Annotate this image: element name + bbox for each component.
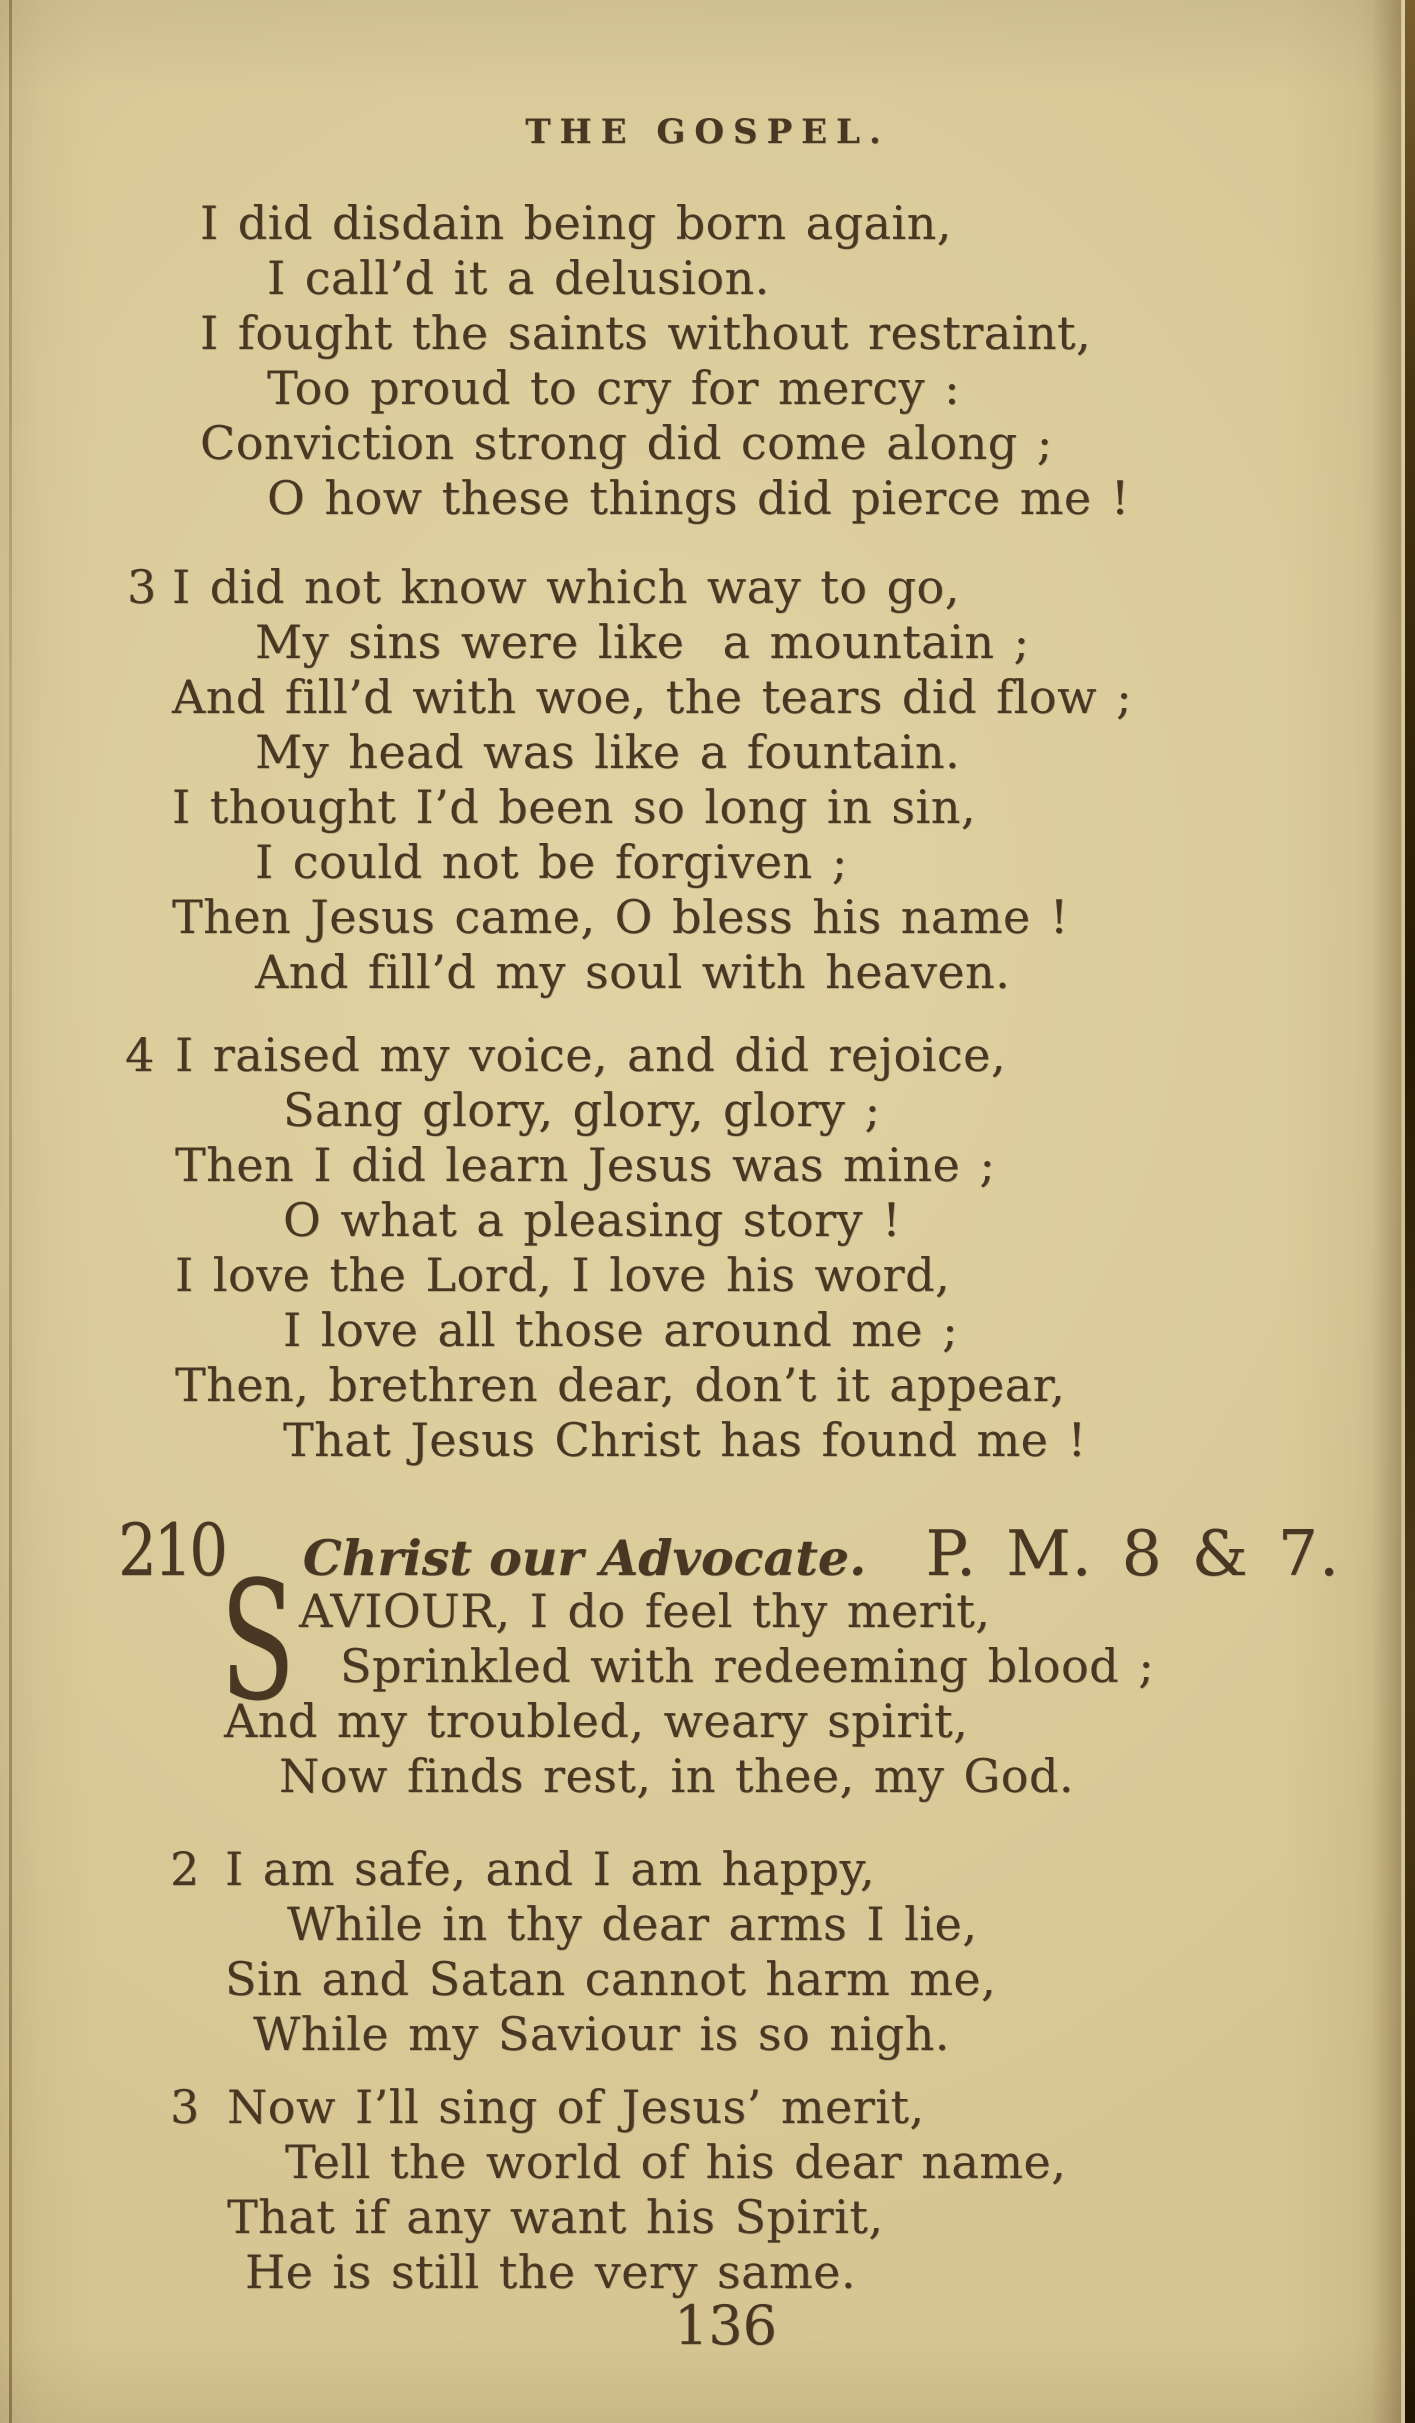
verse-line: He is still the very same. — [245, 2245, 857, 2299]
verse-line: I call’d it a delusion. — [267, 251, 770, 305]
verse-number: 3 — [170, 2080, 200, 2134]
verse-line-text: I did not know which way to go, — [172, 560, 960, 614]
verse-line: Too proud to cry for mercy : — [267, 361, 961, 415]
verse-line: I love all those around me ; — [283, 1303, 959, 1357]
page-edge-shadow-band — [1372, 0, 1402, 2423]
hymn-meter: P. M. 8 & 7. — [925, 1517, 1340, 1590]
hymn-heading — [0, 1508, 1415, 1592]
verse-line: Now finds rest, in thee, my God. — [279, 1749, 1075, 1803]
verse-line: And fill’d my soul with heaven. — [255, 945, 1011, 999]
verse-line: And my troubled, weary spirit, — [224, 1694, 969, 1748]
verse-line: And fill’d with woe, the tears did flow ; — [172, 670, 1133, 724]
verse-line: O what a pleasing story ! — [283, 1193, 902, 1247]
left-fold-line — [9, 0, 12, 2423]
verse-line — [127, 560, 1415, 615]
verse-line: That Jesus Christ has found me ! — [283, 1413, 1087, 1467]
verse-line: Conviction strong did come along ; — [200, 416, 1053, 470]
verse-line: My sins were like a mountain ; — [255, 615, 1030, 669]
hymn-title: Christ our Advocate. — [302, 1529, 867, 1587]
verse-number: 4 — [125, 1028, 155, 1082]
verse-line: I thought I’d been so long in sin, — [172, 780, 976, 834]
verse-line: Then Jesus came, O bless his name ! — [172, 890, 1069, 944]
verse-line: I could not be forgiven ; — [255, 835, 848, 889]
verse-line: My head was like a fountain. — [255, 725, 961, 779]
stanza-210-verse-2 — [170, 1842, 1415, 2062]
verse-line: While in thy dear arms I lie, — [287, 1897, 978, 1951]
dropcap-letter: S — [220, 1546, 296, 1737]
stanza-verse-4 — [125, 1028, 1415, 1468]
verse-line: I did disdain being born again, — [200, 196, 952, 250]
stanza-verse-3 — [127, 560, 1415, 1000]
hymn-number: 210 — [118, 1508, 225, 1592]
stanza-continued — [200, 196, 1415, 526]
verse-line: While my Saviour is so nigh. — [253, 2007, 950, 2061]
verse-line: I love the Lord, I love his word, — [175, 1248, 951, 1302]
verse-line: That if any want his Spirit, — [227, 2190, 884, 2244]
running-header: THE GOSPEL. — [525, 112, 890, 152]
verse-line: O how these things did pierce me ! — [267, 471, 1130, 525]
verse-line: Then, brethren dear, don’t it appear, — [175, 1358, 1066, 1412]
verse-number: 2 — [170, 1842, 200, 1896]
verse-line-text: I am safe, and I am happy, — [225, 1842, 876, 1896]
verse-line: Then I did learn Jesus was mine ; — [175, 1138, 996, 1192]
verse-line — [125, 1028, 1415, 1083]
verse-line-text: I raised my voice, and did rejoice, — [175, 1028, 1007, 1082]
verse-number: 3 — [127, 560, 157, 614]
verse-line-text: Now I’ll sing of Jesus’ merit, — [227, 2080, 925, 2134]
page-number: 136 — [673, 2294, 778, 2357]
verse-line — [170, 2080, 1415, 2135]
verse-line: Sprinkled with redeeming blood ; — [340, 1639, 1155, 1693]
stanza-210-verse-3 — [170, 2080, 1415, 2300]
verse-line: I fought the saints without restraint, — [200, 306, 1092, 360]
verse-line: Sin and Satan cannot harm me, — [225, 1952, 997, 2006]
verse-line — [170, 1842, 1415, 1897]
verse-line: AVIOUR, I do feel thy merit, — [299, 1584, 991, 1638]
verse-line: Tell the world of his dear name, — [285, 2135, 1067, 2189]
verse-line: Sang glory, glory, glory ; — [283, 1083, 881, 1137]
book-edge-dark-strip — [1405, 0, 1415, 2423]
